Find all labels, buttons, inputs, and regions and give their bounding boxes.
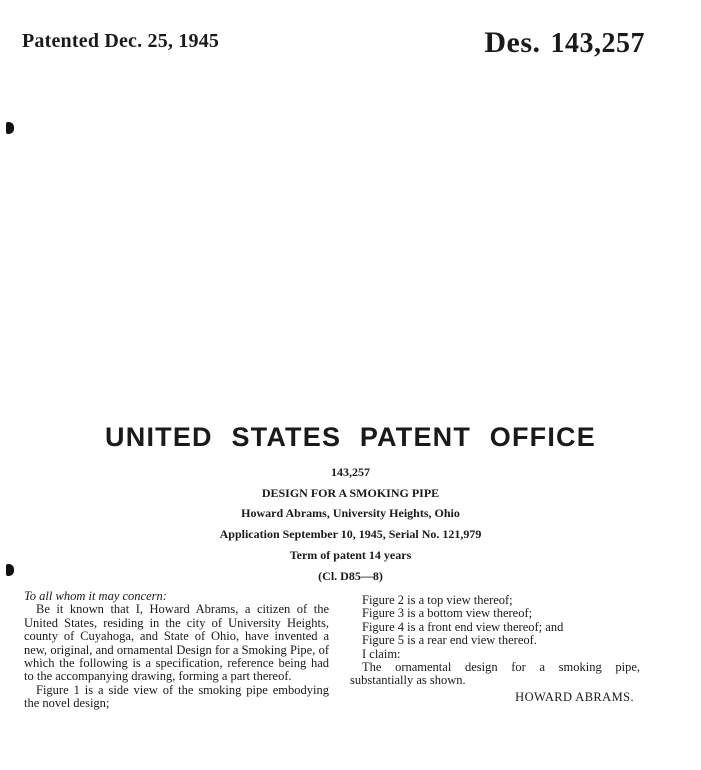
office-heading: UNITED STATES PATENT OFFICE (105, 422, 596, 452)
specification-paragraph: Be it known that I, Howard Abrams, a citizen of the United States, residing in the city of University Heights, county of Cuyahoga, and State of Ohio, have invented a new, original, and ornamental Design for a Smoking Pipe, of which the following is a specification, reference being had to the accompanying drawing, forming a part thereof. (24, 602, 329, 684)
margin-punch-mark (6, 122, 14, 134)
right-column (350, 594, 640, 704)
class-line: (Cl. D85—8) (318, 569, 383, 583)
des-prefix: Des. (484, 26, 541, 59)
figure-5-line: Figure 5 is a rear end view thereof. (362, 633, 537, 648)
figure-2-line: Figure 2 is a top view thereof; (362, 593, 513, 607)
term-line: Term of patent 14 years (289, 548, 412, 562)
left-column (24, 590, 329, 711)
figure-1-paragraph: Figure 1 is a side view of the smoking pipe embodying the novel design; (24, 682, 329, 711)
patented-date: Patented Dec. 25, 1945 (22, 30, 220, 52)
des-number: 143,257 (550, 28, 645, 59)
patent-title: DESIGN FOR A SMOKING PIPE (261, 486, 440, 500)
patent-number: 143,257 (331, 465, 370, 479)
figure-4-line: Figure 4 is a front end view thereof; and (362, 619, 564, 634)
figure-3-line: Figure 3 is a bottom view thereof; (362, 606, 533, 621)
inventor-line: Howard Abrams, University Heights, Ohio (241, 506, 460, 520)
claim-intro: I claim: (362, 646, 401, 661)
application-line: Application September 10, 1945, Serial No. 121,979 (219, 527, 482, 541)
signature: HOWARD ABRAMS. (515, 689, 634, 704)
claim-text: The ornamental design for a smoking pipe, substantially as shown. (350, 660, 640, 688)
design-patent-number (484, 26, 645, 60)
salutation: To all whom it may concern: (24, 589, 167, 603)
